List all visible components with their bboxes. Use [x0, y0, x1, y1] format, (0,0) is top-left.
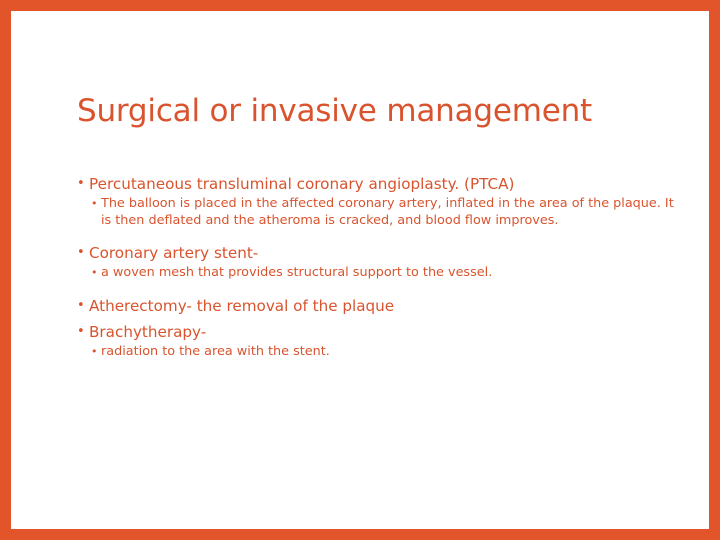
bullet-icon: • [77, 245, 85, 260]
bullet-icon: • [91, 344, 98, 358]
slide [11, 11, 709, 529]
sub-bullet-text: The balloon is placed in the affected coronary artery, inflated in the area of the plaque. It is then deflated and the atheroma is cracked, and blood flow improves. [101, 196, 674, 228]
sub-bullet-item-brachytherapy-detail [91, 344, 677, 361]
bullet-item-brachytherapy [77, 320, 677, 344]
bullet-icon: • [77, 297, 85, 313]
bullet-icon: • [77, 176, 85, 191]
bullet-icon: • [91, 197, 98, 210]
bullet-item-atherectomy [77, 294, 677, 318]
sub-bullet-item-ptca-detail [91, 196, 677, 229]
bullet-item-stent [77, 241, 677, 265]
sub-bullet-item-stent-detail [91, 265, 677, 282]
slide-title: Surgical or invasive management [77, 93, 592, 129]
bullet-list [77, 172, 677, 360]
sub-bullet-text: radiation to the area with the stent. [101, 343, 330, 359]
sub-bullet-text: a woven mesh that provides structural support to the vessel. [101, 265, 493, 280]
bullet-text: Atherectomy- the removal of the plaque [89, 296, 395, 315]
bullet-item-ptca [77, 172, 677, 196]
bullet-text: Brachytherapy- [89, 322, 207, 341]
bullet-icon: • [91, 266, 98, 279]
bullet-text: Coronary artery stent- [89, 244, 259, 262]
bullet-icon: • [77, 323, 85, 339]
bullet-text: Percutaneous transluminal coronary angioplasty. (PTCA) [89, 175, 515, 193]
